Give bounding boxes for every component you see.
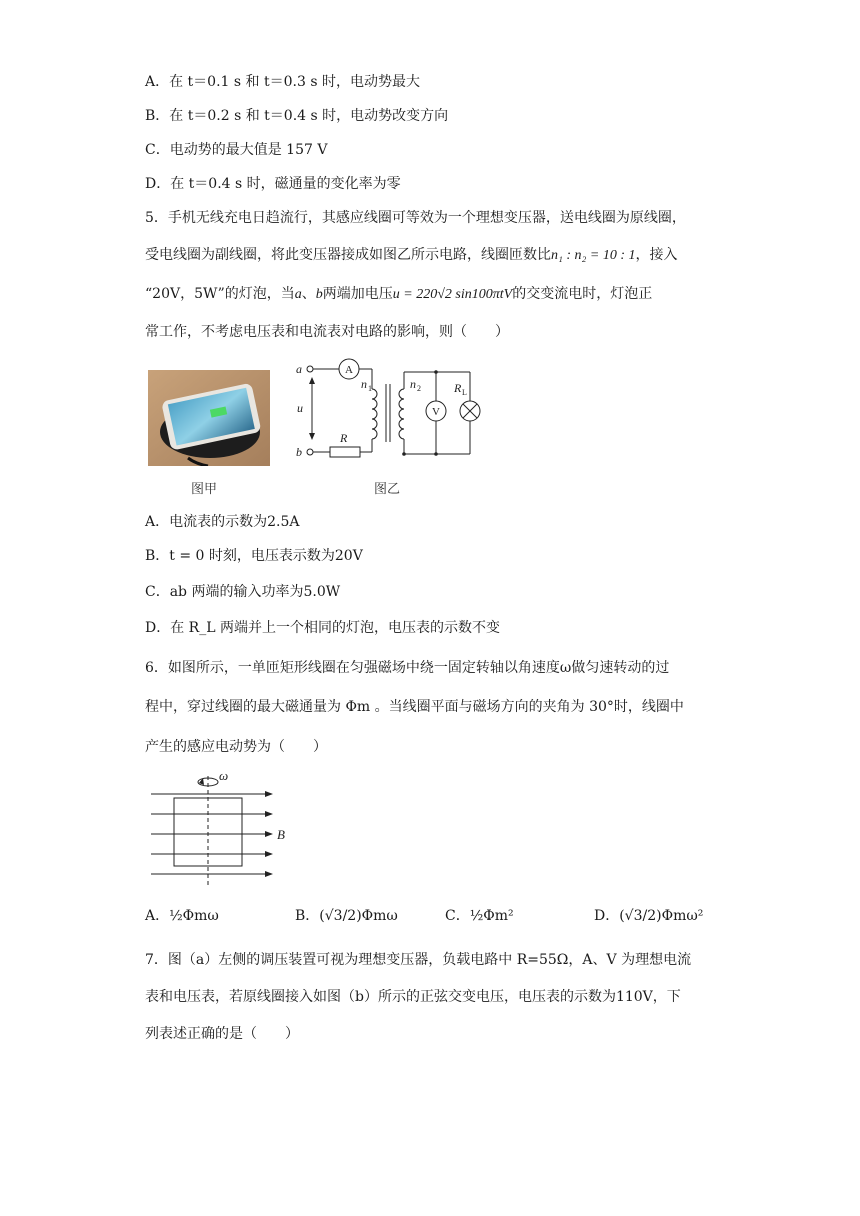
q5-option-b: B．t = 0 时刻，电压表示数为20V <box>145 548 363 564</box>
omega-label: ω <box>219 768 229 783</box>
q5-option-d: D．在 R_L 两端并上一个相同的灯泡，电压表的示数不变 <box>145 620 500 636</box>
q6-stem-line2: 程中，穿过线圈的最大磁通量为 Φm 。当线圈平面与磁场方向的夹角为 30°时，线圈中 <box>145 699 684 715</box>
q7-stem-line3: 列表述正确的是（ ） <box>145 1026 299 1042</box>
q6-stem-line1: 6．如图所示，一单匝矩形线圈在匀强磁场中绕一固定转轴以角速度ω做匀速转动的过 <box>145 660 670 676</box>
figure-phone-charger <box>148 370 270 466</box>
q6-stem-line3: 产生的感应电动势为（ ） <box>145 739 327 755</box>
q5-stem-line4: 常工作，不考虑电压表和电流表对电路的影响，则（ ） <box>145 324 509 340</box>
q6-option-a: A．½Φmω <box>145 908 219 924</box>
q5-option-a: A．电流表的示数为2.5A <box>145 514 300 530</box>
q5-stem-line2: 受电线圈为副线圈，将此变压器接成如图乙所示电路，线圈匝数比n₁ : n₂ = 10 : 1，接入 <box>145 247 678 263</box>
svg-text:1: 1 <box>368 384 372 393</box>
terminal-b-label: b <box>296 445 302 459</box>
q4-option-a: A．在 t＝0.1 s 和 t＝0.3 s 时，电动势最大 <box>145 74 420 90</box>
svg-text:2: 2 <box>417 384 421 393</box>
q6-option-b: B．(√3/2)Φmω <box>295 908 398 924</box>
field-b-label: B <box>277 827 285 842</box>
n2-label: n <box>410 377 416 391</box>
q4-option-c: C．电动势的最大值是 157 V <box>145 142 328 158</box>
terminal-a-label: a <box>296 362 302 376</box>
ammeter-label: A <box>345 364 353 376</box>
voltage-u-label: u <box>297 401 303 415</box>
svg-text:L: L <box>462 388 467 397</box>
q4-option-d: D．在 t＝0.4 s 时，磁通量的变化率为零 <box>145 176 401 192</box>
resistor-r-label: R <box>340 431 348 445</box>
q7-stem-line2: 表和电压表，若原线圈接入如图（b）所示的正弦交变电压，电压表的示数为110V，下 <box>145 989 681 1005</box>
q6-option-c: C．½Φm² <box>445 908 514 924</box>
figure-circuit <box>290 354 490 466</box>
q5-stem-line1: 5．手机无线充电日趋流行，其感应线圈可等效为一个理想变压器，送电线圈为原线圈， <box>145 210 686 226</box>
voltmeter-label: V <box>432 406 440 418</box>
q5-stem-line3: “20V，5W”的灯泡，当a、b两端加电压u = 220√2 sin100πtV的交变流电时，灯泡正 <box>145 286 653 302</box>
q4-option-b: B．在 t＝0.2 s 和 t＝0.4 s 时，电动势改变方向 <box>145 108 449 124</box>
rl-label: R <box>454 381 462 395</box>
n1-label: n <box>361 377 367 391</box>
q7-stem-line1: 7．图（a）左侧的调压装置可视为理想变压器，负载电路中 R=55Ω，A、V 为理想电流 <box>145 952 692 968</box>
q5-option-c: C．ab 两端的输入功率为5.0W <box>145 584 341 600</box>
q6-option-d: D．(√3/2)Φmω² <box>594 908 704 924</box>
figure-rotating-coil <box>145 764 295 886</box>
figure-jia-caption: 图甲 <box>191 482 218 497</box>
figure-yi-caption: 图乙 <box>374 482 401 497</box>
